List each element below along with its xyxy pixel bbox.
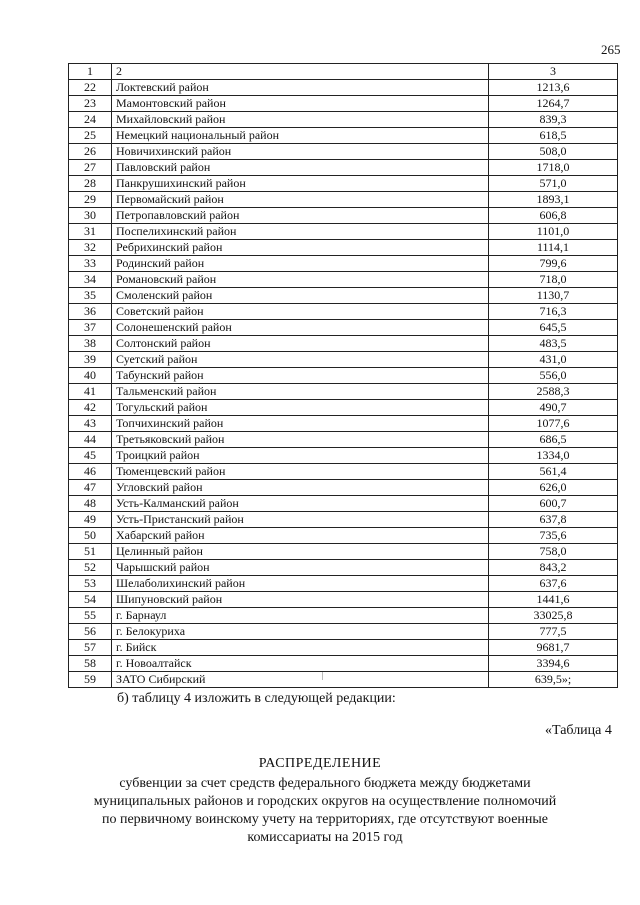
district-name: Тогульский район bbox=[112, 400, 489, 416]
district-name: Усть-Калманский район bbox=[112, 496, 489, 512]
table-row bbox=[69, 528, 618, 544]
table-row bbox=[69, 304, 618, 320]
row-number: 47 bbox=[69, 480, 112, 496]
row-number: 36 bbox=[69, 304, 112, 320]
table-header-row bbox=[69, 64, 618, 80]
row-number: 46 bbox=[69, 464, 112, 480]
row-number: 37 bbox=[69, 320, 112, 336]
row-number: 40 bbox=[69, 368, 112, 384]
district-name: Петропавловский район bbox=[112, 208, 489, 224]
district-name: Усть-Пристанский район bbox=[112, 512, 489, 528]
column-header-number: 1 bbox=[69, 64, 112, 80]
subsidy-amount: 490,7 bbox=[489, 400, 618, 416]
table-row bbox=[69, 560, 618, 576]
district-name: Павловский район bbox=[112, 160, 489, 176]
district-name: г. Новоалтайск bbox=[112, 656, 489, 672]
table-row bbox=[69, 608, 618, 624]
row-number: 45 bbox=[69, 448, 112, 464]
table-row bbox=[69, 224, 618, 240]
row-number: 42 bbox=[69, 400, 112, 416]
table-row bbox=[69, 272, 618, 288]
table-row bbox=[69, 96, 618, 112]
subsidy-amount: 571,0 bbox=[489, 176, 618, 192]
subsidy-amount: 637,8 bbox=[489, 512, 618, 528]
district-name: Табунский район bbox=[112, 368, 489, 384]
subtitle-line: субвенции за счет средств федерального бюджета между бюджетами bbox=[119, 776, 531, 791]
row-number: 55 bbox=[69, 608, 112, 624]
subsidy-amount: 600,7 bbox=[489, 496, 618, 512]
row-number: 27 bbox=[69, 160, 112, 176]
subsidy-amount: 2588,3 bbox=[489, 384, 618, 400]
column-header-name: 2 bbox=[112, 64, 489, 80]
row-number: 33 bbox=[69, 256, 112, 272]
district-name: г. Белокуриха bbox=[112, 624, 489, 640]
table-row bbox=[69, 592, 618, 608]
district-name: Целинный район bbox=[112, 544, 489, 560]
table-row bbox=[69, 288, 618, 304]
district-name: Немецкий национальный район bbox=[112, 128, 489, 144]
subsidy-amount: 1077,6 bbox=[489, 416, 618, 432]
row-number: 25 bbox=[69, 128, 112, 144]
row-number: 54 bbox=[69, 592, 112, 608]
table-row bbox=[69, 656, 618, 672]
district-name: Чарышский район bbox=[112, 560, 489, 576]
subsidy-amount: 718,0 bbox=[489, 272, 618, 288]
district-name: Топчихинский район bbox=[112, 416, 489, 432]
district-name: Солтонский район bbox=[112, 336, 489, 352]
row-number: 49 bbox=[69, 512, 112, 528]
table-row bbox=[69, 544, 618, 560]
district-name: Смоленский район bbox=[112, 288, 489, 304]
district-name: г. Барнаул bbox=[112, 608, 489, 624]
subsidy-amount: 3394,6 bbox=[489, 656, 618, 672]
row-number: 52 bbox=[69, 560, 112, 576]
subsidy-amount: 9681,7 bbox=[489, 640, 618, 656]
table-row bbox=[69, 672, 618, 688]
row-number: 53 bbox=[69, 576, 112, 592]
table-label: «Таблица 4 bbox=[545, 723, 612, 738]
table-row bbox=[69, 144, 618, 160]
row-number: 59 bbox=[69, 672, 112, 688]
district-name: Суетский район bbox=[112, 352, 489, 368]
row-number: 30 bbox=[69, 208, 112, 224]
row-number: 58 bbox=[69, 656, 112, 672]
subsidy-amount: 799,6 bbox=[489, 256, 618, 272]
table-row bbox=[69, 400, 618, 416]
table-row bbox=[69, 176, 618, 192]
district-name: Панкрушихинский район bbox=[112, 176, 489, 192]
subsidy-amount: 1213,6 bbox=[489, 80, 618, 96]
table-row bbox=[69, 512, 618, 528]
table-row bbox=[69, 640, 618, 656]
subsidy-amount: 637,6 bbox=[489, 576, 618, 592]
district-name: Тальменский район bbox=[112, 384, 489, 400]
subsidy-amount: 1893,1 bbox=[489, 192, 618, 208]
district-name: Родинский район bbox=[112, 256, 489, 272]
subsidy-amount: 618,5 bbox=[489, 128, 618, 144]
subtitle-line: комиссариаты на 2015 год bbox=[247, 830, 403, 845]
table-row bbox=[69, 448, 618, 464]
subsidy-amount: 561,4 bbox=[489, 464, 618, 480]
row-number: 22 bbox=[69, 80, 112, 96]
table-row bbox=[69, 384, 618, 400]
district-name: Хабарский район bbox=[112, 528, 489, 544]
district-name: ЗАТО Сибирский bbox=[112, 672, 489, 688]
table-row bbox=[69, 80, 618, 96]
column-header-value: 3 bbox=[489, 64, 618, 80]
distribution-table bbox=[68, 63, 618, 688]
district-name: Михайловский район bbox=[112, 112, 489, 128]
district-name: Поспелихинский район bbox=[112, 224, 489, 240]
table-row bbox=[69, 240, 618, 256]
row-number: 38 bbox=[69, 336, 112, 352]
table-row bbox=[69, 160, 618, 176]
table-row bbox=[69, 368, 618, 384]
subsidy-amount: 483,5 bbox=[489, 336, 618, 352]
subsidy-amount: 645,5 bbox=[489, 320, 618, 336]
district-name: Третьяковский район bbox=[112, 432, 489, 448]
table-row bbox=[69, 464, 618, 480]
subsidy-amount: 1334,0 bbox=[489, 448, 618, 464]
row-number: 23 bbox=[69, 96, 112, 112]
page-number: 265 bbox=[601, 42, 621, 57]
subsidy-amount: 735,6 bbox=[489, 528, 618, 544]
subsidy-amount: 758,0 bbox=[489, 544, 618, 560]
district-name: Шипуновский район bbox=[112, 592, 489, 608]
subsidy-amount: 686,5 bbox=[489, 432, 618, 448]
district-name: г. Бийск bbox=[112, 640, 489, 656]
row-number: 35 bbox=[69, 288, 112, 304]
table-row bbox=[69, 336, 618, 352]
table-row bbox=[69, 192, 618, 208]
table-row bbox=[69, 208, 618, 224]
document-heading: РАСПРЕДЕЛЕНИЕ bbox=[258, 756, 382, 771]
subsidy-amount: 508,0 bbox=[489, 144, 618, 160]
district-name: Локтевский район bbox=[112, 80, 489, 96]
subtitle-line: по первичному воинскому учету на территориях, где отсутствуют военные bbox=[101, 812, 549, 827]
district-name: Троицкий район bbox=[112, 448, 489, 464]
subsidy-amount: 639,5»; bbox=[489, 672, 618, 688]
row-number: 28 bbox=[69, 176, 112, 192]
table-row bbox=[69, 432, 618, 448]
table-row bbox=[69, 480, 618, 496]
subsidy-amount: 1264,7 bbox=[489, 96, 618, 112]
row-number: 29 bbox=[69, 192, 112, 208]
row-number: 24 bbox=[69, 112, 112, 128]
table-row bbox=[69, 416, 618, 432]
subsidy-amount: 1718,0 bbox=[489, 160, 618, 176]
subsidy-amount: 843,2 bbox=[489, 560, 618, 576]
district-name: Мамонтовский район bbox=[112, 96, 489, 112]
table-row bbox=[69, 352, 618, 368]
row-number: 51 bbox=[69, 544, 112, 560]
table-row bbox=[69, 624, 618, 640]
table-row bbox=[69, 112, 618, 128]
row-number: 41 bbox=[69, 384, 112, 400]
row-number: 31 bbox=[69, 224, 112, 240]
subsidy-amount: 839,3 bbox=[489, 112, 618, 128]
row-number: 48 bbox=[69, 496, 112, 512]
row-number: 57 bbox=[69, 640, 112, 656]
subsidy-amount: 716,3 bbox=[489, 304, 618, 320]
amendment-paragraph: б) таблицу 4 изложить в следующей редакции: bbox=[117, 691, 396, 706]
district-name: Тюменцевский район bbox=[112, 464, 489, 480]
subsidy-amount: 1130,7 bbox=[489, 288, 618, 304]
row-number: 56 bbox=[69, 624, 112, 640]
district-name: Новичихинский район bbox=[112, 144, 489, 160]
table-row bbox=[69, 496, 618, 512]
row-number: 39 bbox=[69, 352, 112, 368]
district-name: Ребрихинский район bbox=[112, 240, 489, 256]
subsidy-amount: 431,0 bbox=[489, 352, 618, 368]
table-body bbox=[69, 80, 618, 688]
subsidy-amount: 1114,1 bbox=[489, 240, 618, 256]
table-row bbox=[69, 256, 618, 272]
district-name: Советский район bbox=[112, 304, 489, 320]
subsidy-amount: 626,0 bbox=[489, 480, 618, 496]
subsidy-amount: 33025,8 bbox=[489, 608, 618, 624]
subsidy-amount: 1101,0 bbox=[489, 224, 618, 240]
row-number: 32 bbox=[69, 240, 112, 256]
row-number: 34 bbox=[69, 272, 112, 288]
subtitle-line: муниципальных районов и городских округов на осуществление полномочий bbox=[93, 794, 557, 809]
document-subtitle bbox=[60, 775, 590, 847]
row-number: 43 bbox=[69, 416, 112, 432]
row-number: 26 bbox=[69, 144, 112, 160]
table-row bbox=[69, 320, 618, 336]
district-name: Романовский район bbox=[112, 272, 489, 288]
subsidy-amount: 556,0 bbox=[489, 368, 618, 384]
table-row bbox=[69, 128, 618, 144]
district-name: Шелаболихинский район bbox=[112, 576, 489, 592]
subsidy-amount: 777,5 bbox=[489, 624, 618, 640]
table-row bbox=[69, 576, 618, 592]
district-name: Первомайский район bbox=[112, 192, 489, 208]
row-number: 44 bbox=[69, 432, 112, 448]
scan-mark bbox=[322, 672, 323, 680]
district-name: Угловский район bbox=[112, 480, 489, 496]
row-number: 50 bbox=[69, 528, 112, 544]
subsidy-amount: 606,8 bbox=[489, 208, 618, 224]
subsidy-amount: 1441,6 bbox=[489, 592, 618, 608]
district-name: Солонешенский район bbox=[112, 320, 489, 336]
